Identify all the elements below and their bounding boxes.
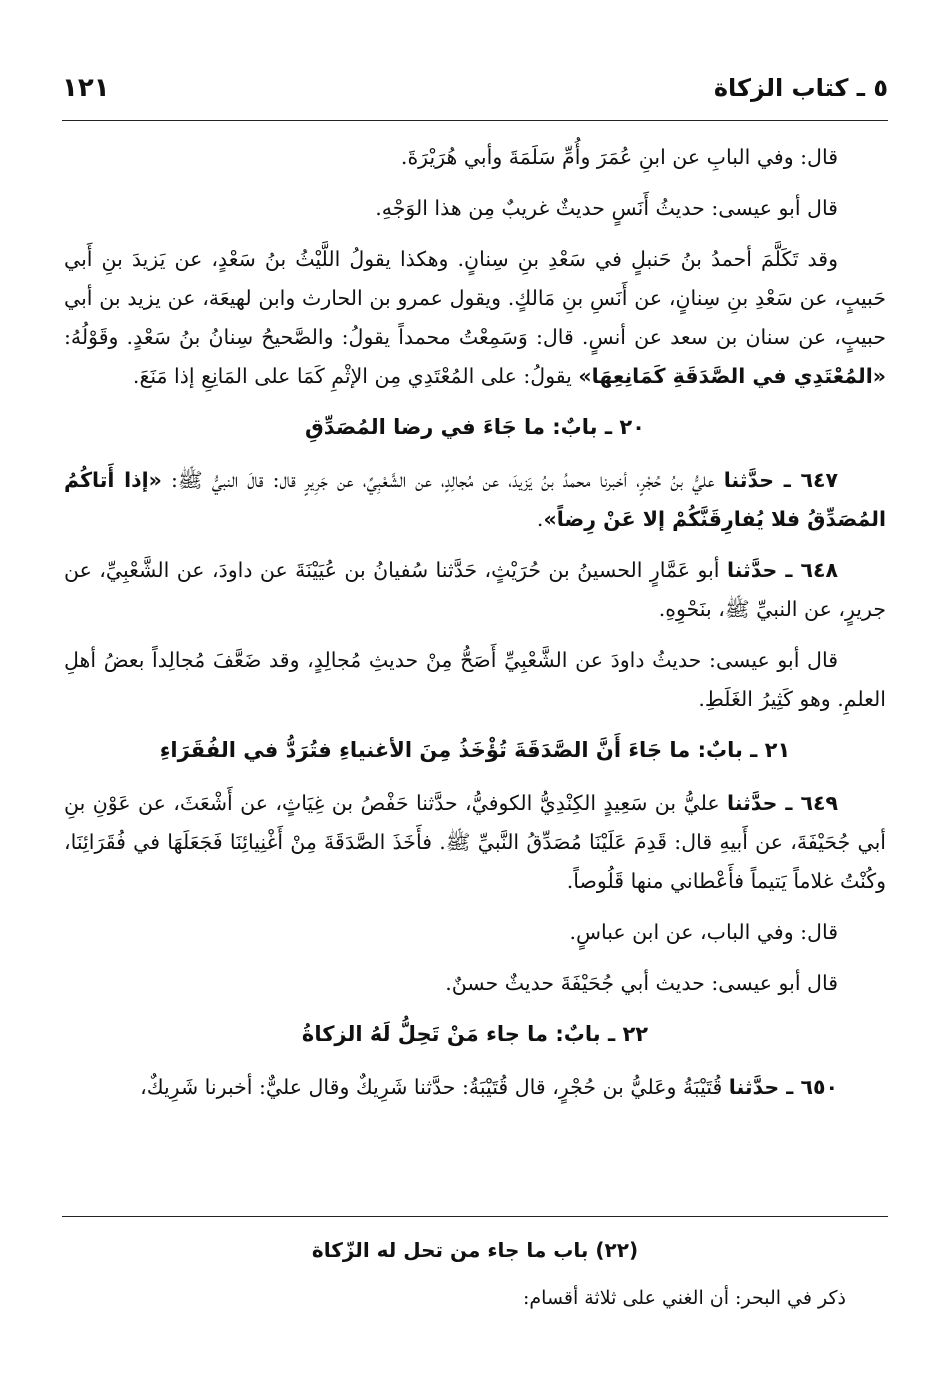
hadith-647 [64, 461, 886, 539]
hadith-650 [64, 1068, 886, 1107]
paragraph-abu-isa-comment: قال أبو عيسى: حديث أبي جُحَيْفَةَ حديثٌ حسنٌ. [445, 971, 838, 995]
hadith-648 [64, 551, 886, 629]
chapter-heading-22: ٢٢ ـ بابٌ: ما جاء مَنْ تَحِلُّ لَهُ الزكاةُ [301, 1022, 649, 1046]
paragraph-abu-isa-comment: قال أبو عيسى: حديثُ داودَ عن الشَّعْبِيِّ أَصَحُّ مِنْ حديثِ مُجالِدٍ، وقد ضَعَّفَ مُجالِداً بعضُ أهلِ العلمِ. وهو كَثِيرُ الغَلَطِ. [64, 648, 886, 711]
paragraph-text: وقد تَكَلَّمَ أحمدُ بنُ حَنبلٍ في سَعْدِ بنِ سِنانٍ. وهكذا يقولُ اللَّيْثُ بنُ سَعْدٍ، عن يَزيدَ بنِ أَبي حَبيبٍ، عن سَعْدِ بنِ سِنانٍ، عن أَنَسِ بنِ مَالكٍ. ويقول عمرو بن الحارث وابن لهيعَة، عن يزيد بن أبي حبيبٍ، عن سنان بن سعد عن أنسٍ. قال: وَسَمِعْتُ محمداً يقولُ: والصَّحيحُ سِنانُ بنُ سَعْدٍ. وقَوْلُهُ: [64, 247, 886, 349]
chapter-heading-20: ٢٠ ـ بابٌ: ما جَاءَ في رضا المُصَدِّقِ [305, 415, 645, 439]
hadith-text: قُتَيْبَةُ وعَليُّ بن حُجْرٍ، قال قُتَيْبَةُ: حدَّثنا شَرِيكٌ وقال عليٌّ: أخبرنا شَرِيكٌ، [140, 1075, 723, 1099]
footnote-heading: (٢٢) باب ما جاء من تحل له الزّكاة [311, 1238, 639, 1262]
footnote-text: ذكر في البحر: أن الغني على ثلاثة أقسام: [523, 1287, 846, 1309]
chapter-title: ٥ ـ كتاب الزكاة [713, 74, 888, 102]
hadith-text: . [536, 507, 544, 531]
hadith-text: عليُّ بن سَعِيدٍ الكِنْدِيُّ الكوفيُّ، حدَّثنا حَفْصُ بن غِيَاثٍ، عن أَشْعَثَ، عن عَوْنِ بنِ أبي جُحَيْفَةَ، عن أَبيهِ قال: قَدِمَ عَلَيْنَا مُصَدِّقُ النَّبيِّ ﷺ. فأَخَذَ الصَّدَقَةَ مِنْ أَغْنِيائِنَا فَجَعَلَهَا في فُقَرَائِنَا، وكُنْتُ غلاماً يَتيماً فأَعْطاني منها قَلُوصاً. [64, 791, 886, 893]
header-divider [62, 120, 888, 121]
hadith-number: ٦٤٧ ـ حدَّثنا [723, 468, 838, 492]
footnote-divider [62, 1216, 888, 1217]
main-text [64, 138, 886, 1119]
chapter-heading-21: ٢١ ـ بابٌ: ما جَاءَ أَنَّ الصَّدَقَةَ تُؤْخَذُ مِنَ الأغنياءِ فتُرَدُّ في الفُقَرَاءِ [159, 738, 791, 762]
hadith-649 [64, 784, 886, 901]
paragraph-chapter-note: قال: وفي الباب، عن ابن عباسٍ. [569, 920, 838, 944]
hadith-number: ٦٥٠ ـ حدَّثنا [728, 1075, 838, 1099]
running-header [62, 66, 888, 110]
footnotes-section [64, 1232, 886, 1316]
hadith-text: أبو عَمَّارٍ الحسينُ بن حُرَيْثٍ، حَدَّثنا سُفيانُ بن عُيَيْنَةَ عن داودَ، عن الشَّعْبِيِّ، عن جريرٍ، عن النبيِّ ﷺ، بنَحْوِهِ. [64, 558, 886, 621]
hadith-quote: «إذا أَتاكُمُ المُصَدِّقُ فلا يُفارِقَنَّكُمْ إلا عَنْ رِضاً» [64, 468, 886, 531]
hadith-number: ٦٤٨ ـ حدَّثنا [726, 558, 838, 582]
paragraph-sanad-discussion [64, 240, 886, 396]
paragraph-text: يقولُ: على المُعْتَدِي مِن الإثْمِ كَمَا على المَانِعِ إذا مَنَعَ. [132, 364, 572, 388]
page-number: ١٢١ [62, 73, 110, 103]
hadith-number: ٦٤٩ ـ حدَّثنا [727, 791, 838, 815]
paragraph-abu-isa-comment: قال أبو عيسى: حديثُ أَنَسٍ حديثٌ غريبٌ مِن هذا الوَجْهِ. [375, 196, 838, 220]
hadith-quote: «المُعْتَدِي في الصَّدَقَةِ كَمَانِعِهَا» [578, 364, 886, 388]
paragraph-chapter-note: قال: وفي البابِ عن ابنِ عُمَرَ وأُمِّ سَلَمَةَ وأبي هُرَيْرَةَ. [400, 145, 838, 169]
hadith-text: عليُّ بنُ حُجْرٍ، أخبرنا محمدُ بنُ يَزيدَ، عن مُجالِدٍ، عن الشَّعْبِيِّ، عن جَرِيرٍ قال: قالَ النبيُّ ﷺ: [170, 468, 715, 492]
